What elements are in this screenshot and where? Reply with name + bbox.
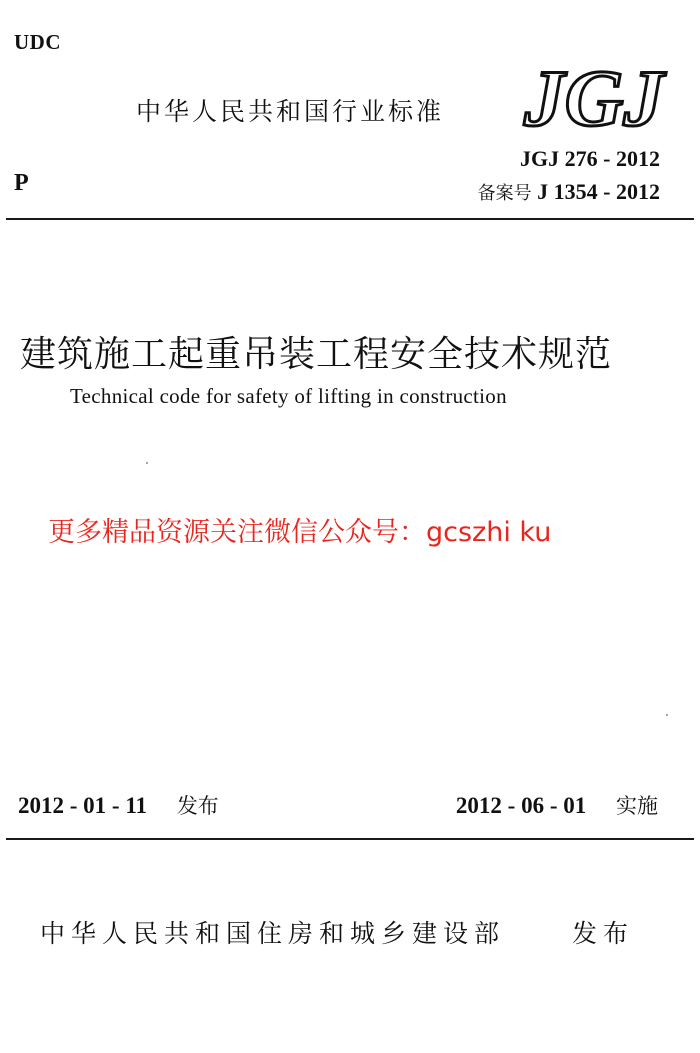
implementation-date-line bbox=[456, 790, 658, 820]
watermark-promo: 更多精品资源关注微信公众号：gcszhi ku bbox=[48, 517, 552, 548]
scan-speck bbox=[666, 714, 668, 716]
record-number: J 1354 - 2012 bbox=[537, 179, 660, 204]
jgj-logo-text: JGJ bbox=[522, 55, 668, 135]
issuer-action: 发布 bbox=[572, 919, 635, 948]
standard-code: JGJ 276 - 2012 bbox=[520, 146, 660, 171]
footer-divider bbox=[6, 838, 694, 840]
scan-speck bbox=[146, 462, 148, 464]
category-code: P bbox=[14, 170, 29, 196]
jgj-logo bbox=[520, 55, 668, 135]
issuing-authority: 中华人民共和国住房和城乡建设部 bbox=[40, 919, 506, 948]
record-prefix: 备案号 bbox=[477, 183, 532, 204]
udc-label: UDC bbox=[14, 30, 61, 54]
record-number-line bbox=[478, 179, 660, 205]
title-english: Technical code for safety of lifting in construction bbox=[70, 384, 507, 408]
standard-type: 中华人民共和国行业标准 bbox=[136, 97, 445, 126]
header-divider bbox=[6, 218, 694, 220]
implementation-date: 2012 - 06 - 01 bbox=[455, 793, 587, 818]
issue-label: 发布 bbox=[176, 794, 219, 818]
issue-date-line bbox=[18, 790, 219, 820]
implementation-label: 实施 bbox=[616, 794, 658, 818]
issue-date: 2012 - 01 - 11 bbox=[18, 793, 148, 818]
title-chinese: 建筑施工起重吊装工程安全技术规范 bbox=[20, 334, 613, 375]
